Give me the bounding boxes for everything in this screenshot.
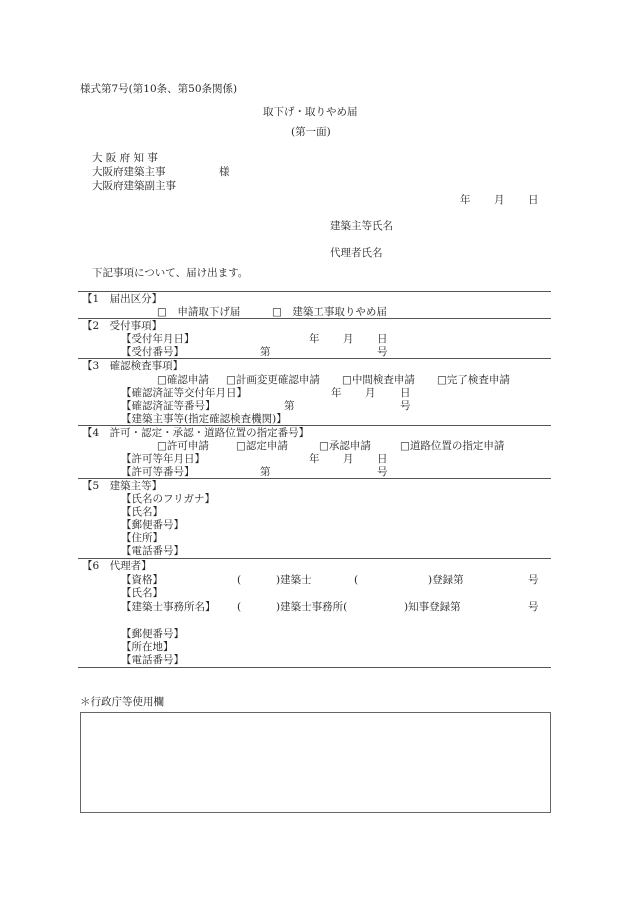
option-road-designation[interactable]: □道路位置の指定申請 bbox=[400, 440, 505, 452]
agent-location-label: 【所在地】 bbox=[121, 641, 174, 653]
owner-phone-label: 【電話番号】 bbox=[121, 545, 184, 557]
section2-heading: 【2 受付事項】 bbox=[82, 320, 163, 332]
option-interim-inspection[interactable]: □中間検査申請 bbox=[342, 374, 415, 386]
addressee-line2: 大阪府建築主事 bbox=[92, 166, 166, 178]
addressee-honorific: 様 bbox=[219, 166, 230, 178]
permit-dai: 第 bbox=[260, 466, 271, 478]
addressee-line1: 大 阪 府 知 事 bbox=[92, 152, 158, 164]
option-confirmation-application[interactable]: □確認申請 bbox=[157, 374, 209, 386]
certificate-day: 日 bbox=[400, 387, 411, 399]
section4-heading: 【4 許可・認定・承認・道路位置の指定番号】 bbox=[82, 427, 310, 439]
reception-dai: 第 bbox=[260, 346, 271, 358]
divider bbox=[78, 478, 551, 479]
permit-year: 年 bbox=[309, 453, 320, 465]
divider bbox=[78, 358, 551, 359]
office-registration: )知事登録第 bbox=[404, 601, 461, 613]
owner-name-label: 建築主等氏名 bbox=[330, 220, 393, 232]
admin-use-label: ＊行政庁等使用欄 bbox=[80, 696, 164, 708]
certificate-dai: 第 bbox=[284, 400, 295, 412]
permit-go: 号 bbox=[377, 466, 388, 478]
option-withdraw-application[interactable]: □ 申請取下げ届 bbox=[157, 306, 241, 318]
divider bbox=[78, 558, 551, 559]
option-cancel-construction[interactable]: □ 建築工事取りやめ届 bbox=[272, 306, 387, 318]
divider bbox=[78, 667, 551, 668]
section3-heading: 【3 確認検査事項】 bbox=[82, 360, 184, 372]
certificate-month: 月 bbox=[365, 387, 376, 399]
form-number: 様式第7号(第10条、第50条関係) bbox=[80, 83, 238, 95]
option-permit-application[interactable]: □許可申請 bbox=[157, 440, 209, 452]
agent-name-label: 代理者氏名 bbox=[330, 247, 383, 259]
agent-office-label: 【建築士事務所名】 bbox=[121, 601, 216, 613]
option-approval-application[interactable]: □承認申請 bbox=[319, 440, 371, 452]
owner-furigana-label: 【氏名のフリガナ】 bbox=[121, 493, 215, 505]
permit-date-label: 【許可等年月日】 bbox=[121, 453, 205, 465]
qual-go: 号 bbox=[528, 574, 539, 586]
permit-month: 月 bbox=[343, 453, 354, 465]
divider bbox=[78, 425, 551, 426]
owner-postal-label: 【郵便番号】 bbox=[121, 519, 184, 531]
agent-postal-label: 【郵便番号】 bbox=[121, 628, 184, 640]
option-certification-application[interactable]: □認定申請 bbox=[236, 440, 288, 452]
agent-name-field-label: 【氏名】 bbox=[121, 587, 163, 599]
permit-day: 日 bbox=[377, 453, 388, 465]
admin-use-box[interactable] bbox=[80, 712, 551, 813]
certificate-date-label: 【確認済証等交付年月日】 bbox=[121, 387, 247, 399]
qual-registration: )登録第 bbox=[428, 574, 464, 586]
owner-address-label: 【住所】 bbox=[121, 532, 163, 544]
permit-number-label: 【許可等番号】 bbox=[121, 466, 195, 478]
office-paren-open: ( bbox=[237, 601, 242, 613]
office-architect-office: )建築士事務所( bbox=[276, 601, 348, 613]
certificate-number-label: 【確認済証等番号】 bbox=[121, 400, 216, 412]
intro-text: 下記事項について、届け出ます。 bbox=[92, 267, 249, 279]
addressee-line3: 大阪府建築副主事 bbox=[92, 180, 176, 192]
reception-date-label: 【受付年月日】 bbox=[121, 333, 195, 345]
owner-name-field-label: 【氏名】 bbox=[121, 506, 163, 518]
date-day: 日 bbox=[528, 194, 539, 206]
page-label: (第一面) bbox=[291, 126, 331, 138]
reception-month: 月 bbox=[343, 333, 354, 345]
form-title: 取下げ・取りやめ届 bbox=[263, 106, 358, 118]
reception-day: 日 bbox=[377, 333, 388, 345]
qual-paren-open: ( bbox=[237, 574, 242, 586]
certificate-go: 号 bbox=[400, 400, 411, 412]
divider bbox=[78, 291, 551, 292]
agent-qualification-label: 【資格】 bbox=[121, 574, 163, 586]
section6-heading: 【6 代理者】 bbox=[82, 560, 152, 572]
certificate-year: 年 bbox=[331, 387, 342, 399]
qual-architect: )建築士 bbox=[276, 574, 312, 586]
agent-phone-label: 【電話番号】 bbox=[121, 654, 184, 666]
reception-number-label: 【受付番号】 bbox=[121, 346, 184, 358]
reception-go: 号 bbox=[377, 346, 388, 358]
option-plan-change-application[interactable]: □計画変更確認申請 bbox=[226, 374, 320, 386]
option-completion-inspection[interactable]: □完了検査申請 bbox=[437, 374, 510, 386]
section1-heading: 【1 届出区分】 bbox=[82, 293, 163, 305]
date-year: 年 bbox=[460, 194, 471, 206]
qual-paren-open-2: ( bbox=[354, 574, 359, 586]
inspection-agency-label: 【建築主事等(指定確認検査機関)】 bbox=[121, 413, 287, 425]
section5-heading: 【5 建築主等】 bbox=[82, 480, 163, 492]
date-month: 月 bbox=[494, 194, 505, 206]
divider bbox=[78, 318, 551, 319]
reception-year: 年 bbox=[309, 333, 320, 345]
office-go: 号 bbox=[528, 601, 539, 613]
